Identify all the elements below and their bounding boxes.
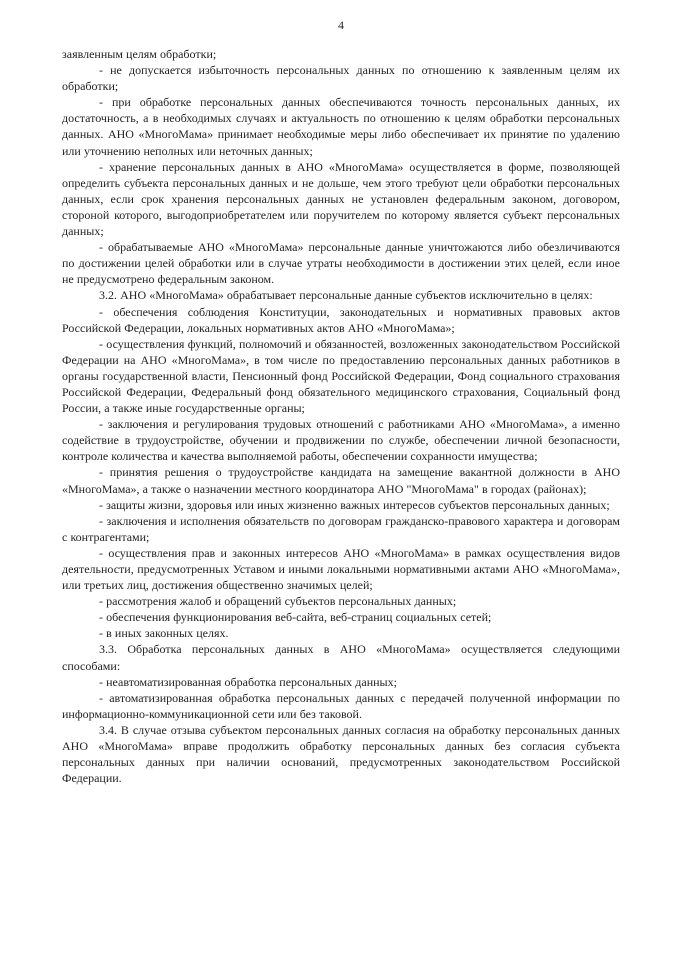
paragraph: - обеспечения соблюдения Конституции, законодательных и нормативных правовых актов Российской Федерации, локальных нормативных актов АНО «МногоМама»; <box>62 304 620 335</box>
document-body <box>62 46 620 786</box>
paragraph: - рассмотрения жалоб и обращений субъектов персональных данных; <box>99 594 457 609</box>
paragraph: - обеспечения функционирования веб-сайта, веб-страниц социальных сетей; <box>99 610 492 625</box>
paragraph: - не допускается избыточность персональных данных по отношению к заявленным целям их обработки; <box>62 63 620 94</box>
paragraph-continuation: заявленным целям обработки; <box>62 47 217 61</box>
paragraph: - осуществления прав и законных интересов АНО «МногоМама» в рамках осуществления видов деятельности, предусмотренных Уставом и иными локальными нормативными актами АНО «МногоМама», или третьих лиц, достижения общественно значимых целей; <box>62 545 620 593</box>
paragraph: - осуществления функций, полномочий и обязанностей, возложенных законодательством Российской Федерации на АНО «МногоМама», в том числе по предоставлению персональных данных работников в органы государственной власти, Пенсионный фонд Российской Федерации, Фонд социального страхования Российской Федерации, Федеральный фонд обязательного медицинского страхования, Социальный фонд России, а также иные государственные органы; <box>62 336 620 416</box>
paragraph-clause-3-4: 3.4. В случае отзыва субъектом персональных данных согласия на обработку персональных данных АНО «МногоМама» вправе продолжить обработку персональных данных без согласия субъекта персональных данных при наличии оснований, предусмотренных законодательством Российской Федерации. <box>62 722 620 786</box>
paragraph: - в иных законных целях. <box>99 626 229 641</box>
paragraph: - принятия решения о трудоустройстве кандидата на замещение вакантной должности в АНО «МногоМама», а также о назначении местного координатора АНО "МногоМама" в городах (районах); <box>62 465 620 496</box>
paragraph-clause-3-3: 3.3. Обработка персональных данных в АНО «МногоМама» осуществляется следующими способами: <box>62 642 620 673</box>
paragraph: - при обработке персональных данных обеспечиваются точность персональных данных, их достаточность, а в необходимых случаях и актуальность по отношению к целям обработки персональных данных. АНО «МногоМама» принимает необходимые меры либо обеспечивает их принятие по удалению или уточнению неполных или неточных данных; <box>62 95 620 158</box>
paragraph: - заключения и регулирования трудовых отношений с работниками АНО «МногоМама», а именно содействие в трудоустройстве, обучении и продвижении по службе, обеспечении личной безопасности, контроле количества и качества выполняемой работы, обеспечении сохранности имущества; <box>62 417 620 464</box>
paragraph: - автоматизированная обработка персональных данных с передачей полученной информации по информационно-коммуникационной сети или без таковой. <box>62 690 620 721</box>
paragraph: - хранение персональных данных в АНО «МногоМама» осуществляется в форме, позволяющей определить субъекта персональных данных и не дольше, чем этого требуют цели обработки персональных данных, если срок хранения персональных данных не установлен федеральным законом, договором, стороной которого, выгодоприобретателем или поручителем по которому является субъект персональных данных; <box>62 159 620 239</box>
paragraph: - защиты жизни, здоровья или иных жизненно важных интересов субъектов персональных данных; <box>99 497 610 512</box>
paragraph: - заключения и исполнения обязательств по договорам гражданско-правового характера и договорам с контрагентами; <box>62 513 620 544</box>
paragraph: - обрабатываемые АНО «МногоМама» персональные данные уничтожаются либо обезличиваются по достижении целей обработки или в случае утраты необходимости в достижении этих целей, если иное не предусмотрено федеральным законом. <box>62 240 620 287</box>
paragraph: - неавтоматизированная обработка персональных данных; <box>99 674 397 689</box>
page-number: 4 <box>338 18 344 32</box>
paragraph-clause-3-2: 3.2. АНО «МногоМама» обрабатывает персональные данные субъектов исключительно в целях: <box>99 288 593 303</box>
